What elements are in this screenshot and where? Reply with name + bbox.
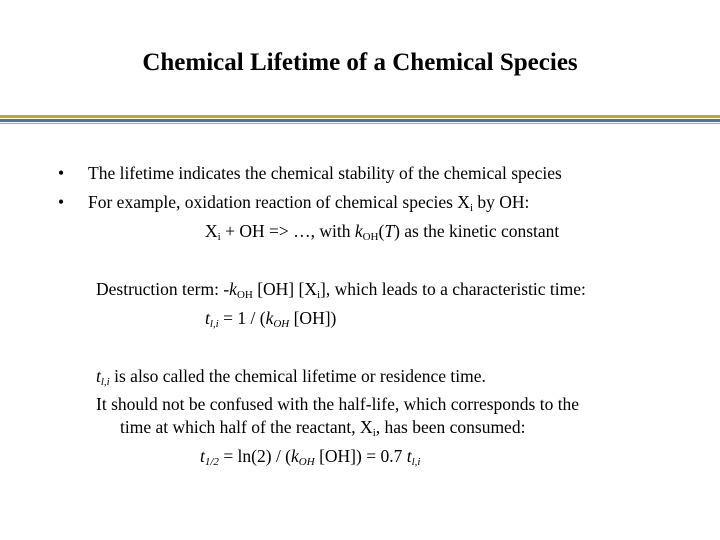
lifetime-equation: $t_{l,i} = 1 / (k_{OH}$ [OH]) bbox=[205, 308, 337, 330]
bullet-marker-2: • bbox=[58, 192, 65, 212]
slide-title: Chemical Lifetime of a Chemical Species bbox=[142, 49, 578, 76]
bullet-text-2: For example, oxidation reaction of chemical species $X_i$ by OH: bbox=[88, 192, 530, 214]
half-life-note-2: time at which half of the reactant, $X_i$, has been consumed: bbox=[120, 417, 526, 439]
half-life-equation: $t_{1/2} = \ln(2) / (k_{OH}$ [OH]) = 0.7 $t_{l,i}$ bbox=[200, 446, 421, 468]
reaction-equation: $X_i$ + OH => …, with $k_{OH}(T)$ as the kinetic constant bbox=[205, 221, 560, 243]
destruction-term: Destruction term: $-k_{OH}$ [OH] $[X_i]$, which leads to a characteristic time: bbox=[96, 279, 586, 301]
half-life-note-1: It should not be confused with the half-life, which corresponds to the bbox=[96, 394, 580, 414]
bullet-marker-1: • bbox=[58, 163, 65, 183]
lifetime-definition: $t_{l,i}$ is also called the chemical lifetime or residence time. bbox=[96, 366, 486, 388]
title-divider-thin bbox=[0, 123, 720, 124]
bullet-text-1: The lifetime indicates the chemical stability of the chemical species bbox=[88, 163, 562, 183]
